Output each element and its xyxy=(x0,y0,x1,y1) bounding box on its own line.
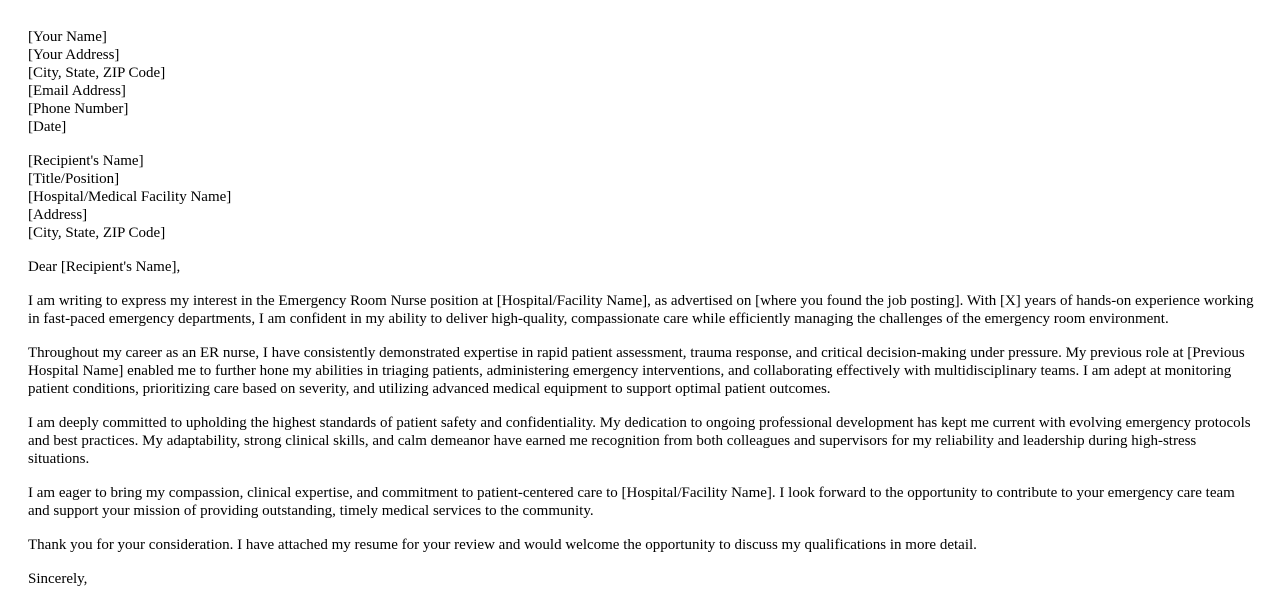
body-paragraph-5: Thank you for your consideration. I have attached my resume for your review and would welcome the opportunity to discuss my qualifications in more detail. xyxy=(28,537,977,553)
sender-address: [Your Address] xyxy=(28,47,120,63)
recipient-name: [Recipient's Name] xyxy=(28,153,144,169)
letter-date: [Date] xyxy=(28,119,67,135)
recipient-facility: [Hospital/Medical Facility Name] xyxy=(28,189,232,205)
salutation: Dear [Recipient's Name], xyxy=(28,259,181,275)
sender-email: [Email Address] xyxy=(28,83,126,99)
closing: Sincerely, xyxy=(28,571,88,587)
body-paragraph-1: I am writing to express my interest in the Emergency Room Nurse position at [Hospital/Facility Name], as advertised on [where you found the job posting]. With [X] years of hands-on experience working in fast-paced emergency departments, I am confident in my ability to deliver high-quality, compassionate care while efficiently managing the challenges of the emergency room environment. xyxy=(28,293,1254,327)
recipient-title: [Title/Position] xyxy=(28,171,120,187)
cover-letter xyxy=(28,28,1260,604)
recipient-block xyxy=(28,152,1260,242)
sender-phone: [Phone Number] xyxy=(28,101,129,117)
body-paragraph-3: I am deeply committed to upholding the highest standards of patient safety and confidentiality. My dedication to ongoing professional development has kept me current with evolving emergency protocols and best practices. My adaptability, strong clinical skills, and calm demeanor have earned me recognition from both colleagues and supervisors for my reliability and leadership during high-stress situations. xyxy=(28,415,1251,467)
body-paragraph-2: Throughout my career as an ER nurse, I have consistently demonstrated expertise in rapid patient assessment, trauma response, and critical decision-making under pressure. My previous role at [Previous Hospital Name] enabled me to further hone my abilities in triaging patients, administering emergency interventions, and collaborating effectively with multidisciplinary teams. I am adept at monitoring patient conditions, prioritizing care based on severity, and utilizing advanced medical equipment to support optimal patient outcomes. xyxy=(28,345,1245,397)
sender-name: [Your Name] xyxy=(28,29,107,45)
recipient-address: [Address] xyxy=(28,207,88,223)
recipient-city-state-zip: [City, State, ZIP Code] xyxy=(28,225,166,241)
sender-city-state-zip: [City, State, ZIP Code] xyxy=(28,65,166,81)
sender-block xyxy=(28,28,1260,136)
body-paragraph-4: I am eager to bring my compassion, clinical expertise, and commitment to patient-centered care to [Hospital/Facility Name]. I look forward to the opportunity to contribute to your emergency care team and support your mission of providing outstanding, timely medical services to the community. xyxy=(28,485,1235,519)
